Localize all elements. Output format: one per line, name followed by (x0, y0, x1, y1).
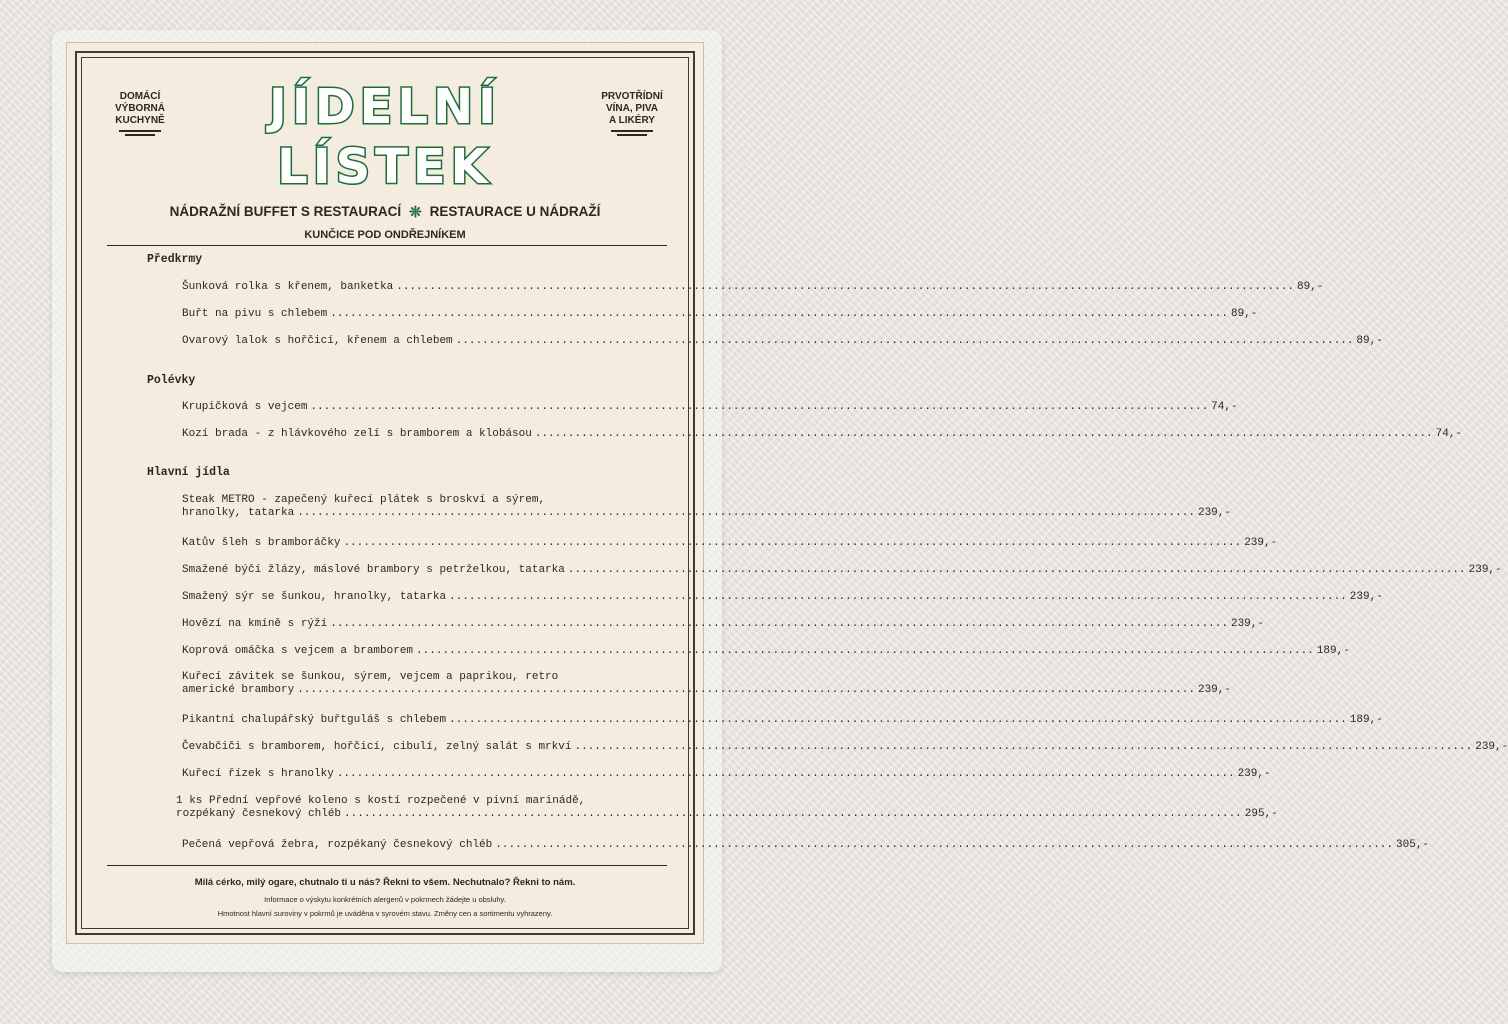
item-name: Kuřecí závitek se šunkou, sýrem, vejcem a paprikou, retro (182, 671, 559, 683)
item-price: 189,- (1349, 714, 1383, 726)
item-name: Katův šleh s bramboráčky (182, 537, 341, 549)
menu-item (182, 645, 1350, 658)
menu-item (182, 335, 1383, 348)
menu-item (182, 671, 1231, 697)
footer-allergens: Informace o výskytu konkrétních alergenů v pokrmech žádejte u obsluhy. (264, 895, 506, 904)
item-name: Pečená vepřová žebra, rozpékaný česnekový chléb (182, 839, 493, 851)
menu-item (176, 795, 1278, 821)
leader-dots (330, 618, 1228, 631)
leader-dots (297, 507, 1195, 520)
item-name: Kuřecí řízek s hranolky (182, 768, 334, 780)
item-price: 239,- (1349, 591, 1383, 603)
item-price: 89,- (1230, 308, 1258, 320)
item-price: 239,- (1244, 537, 1278, 549)
menu-item (182, 564, 1502, 577)
item-price: 295,- (1244, 808, 1278, 820)
item-price: 305,- (1396, 839, 1430, 851)
item-name: Pikantní chalupářský buřtguláš s chlebem (182, 714, 447, 726)
item-price: 89,- (1296, 281, 1324, 293)
town-name: KUNČICE POD ONDŘEJNÍKEM (304, 229, 466, 241)
item-price: 239,- (1197, 507, 1231, 519)
left-tag-line-1: DOMÁCÍ (119, 91, 161, 102)
menu-item (182, 494, 1231, 520)
menu-item (182, 768, 1271, 781)
item-price: 74,- (1435, 428, 1463, 440)
item-name-cont: americké brambory (182, 684, 295, 696)
leader-dots (344, 808, 1242, 821)
menu-item (182, 741, 1508, 754)
item-price: 239,- (1237, 768, 1271, 780)
footer-disclaimer: Hmotnost hlavní suroviny v pokrmů je uváděna v syrovém stavu. Změny cen a sortimentu vyhrazeny. (217, 909, 553, 918)
menu-item (182, 618, 1264, 631)
item-name: Krupičková s vejcem (182, 401, 308, 413)
footer-slogan: Milá cérko, milý ogare, chutnalo ti u nás? Řekni to všem. Nechutnalo? Řekni to nám. (194, 877, 576, 888)
item-price: 239,- (1468, 564, 1502, 576)
left-tag-line-3: KUCHYNĚ (115, 115, 165, 126)
right-tag-line-3: A LIKÉRY (609, 115, 655, 126)
right-tag-line-1: PRVOTŘÍDNÍ (601, 91, 663, 102)
item-price: 189,- (1316, 645, 1350, 657)
leader-dots (495, 839, 1393, 852)
item-price: 239,- (1475, 741, 1508, 753)
leader-dots (416, 645, 1314, 658)
menu-item (182, 428, 1463, 441)
subtitle-right: RESTAURACE U NÁDRAŽÍ (429, 204, 601, 219)
menu-item (182, 281, 1324, 294)
item-name: Kozí brada - z hlávkového zelí s bramborem a klobásou (182, 428, 532, 440)
item-price: 89,- (1356, 335, 1383, 347)
leader-dots (330, 308, 1228, 321)
leader-dots (535, 428, 1433, 441)
menu-item (182, 401, 1238, 414)
item-price: 239,- (1230, 618, 1264, 630)
menu-card (66, 42, 1508, 944)
menu-item (182, 591, 1383, 604)
menu-item (182, 839, 1430, 852)
subtitle-left: NÁDRAŽNÍ BUFFET S RESTAURACÍ (169, 204, 402, 219)
category-heading: Hlavní jídla (147, 466, 230, 479)
item-price: 239,- (1197, 684, 1231, 696)
menu-items (67, 43, 1508, 943)
item-name: Koprová omáčka s vejcem a bramborem (182, 645, 414, 657)
leader-dots (574, 741, 1472, 754)
item-name: Čevabčiči s bramborem, hořčicí, cibulí, zelný salát s mrkví (182, 741, 572, 753)
leader-dots (568, 564, 1466, 577)
leader-dots (449, 591, 1347, 604)
item-name: Smažený sýr se šunkou, hranolky, tatarka (182, 591, 447, 603)
leader-dots (297, 684, 1195, 697)
divider-bottom (107, 865, 667, 866)
item-name: Hovězí na kmíně s rýží (182, 618, 328, 630)
leader-dots (337, 768, 1235, 781)
leader-dots (449, 714, 1347, 727)
item-name: 1 ks Přední vepřové koleno s kostí rozpečené v pivní marinádě, (176, 795, 586, 807)
item-name-cont: rozpékaný česnekový chléb (176, 808, 342, 820)
left-tag-line-2: VÝBORNÁ (114, 103, 165, 114)
item-name-cont: hranolky, tatarka (182, 507, 295, 519)
menu-item (182, 714, 1383, 727)
item-name: Smažené býčí žlázy, máslové brambory s petrželkou, tatarka (182, 564, 565, 576)
asterisk-icon: ❊ (409, 204, 422, 221)
item-name: Ovarový lalok s hořčicí, křenem a chlebem (182, 335, 453, 347)
category-heading: Předkrmy (147, 253, 203, 266)
right-tag-line-2: VÍNA, PIVA (605, 103, 659, 114)
leader-dots (456, 335, 1354, 348)
menu-title-line-2: LÍSTEK (277, 139, 493, 195)
leader-dots (310, 401, 1208, 414)
item-name: Šunková rolka s křenem, banketka (182, 281, 394, 293)
menu-title-line-1: JÍDELNÍ (269, 79, 501, 135)
item-name: Buřt na pivu s chlebem (182, 308, 328, 320)
menu-item (182, 308, 1258, 321)
leader-dots (343, 537, 1241, 550)
leader-dots (396, 281, 1294, 294)
item-name: Steak METRO - zapečený kuřecí plátek s broskví a sýrem, (182, 494, 546, 506)
category-heading: Polévky (147, 374, 196, 387)
item-price: 74,- (1211, 401, 1238, 413)
menu-item (182, 537, 1278, 550)
